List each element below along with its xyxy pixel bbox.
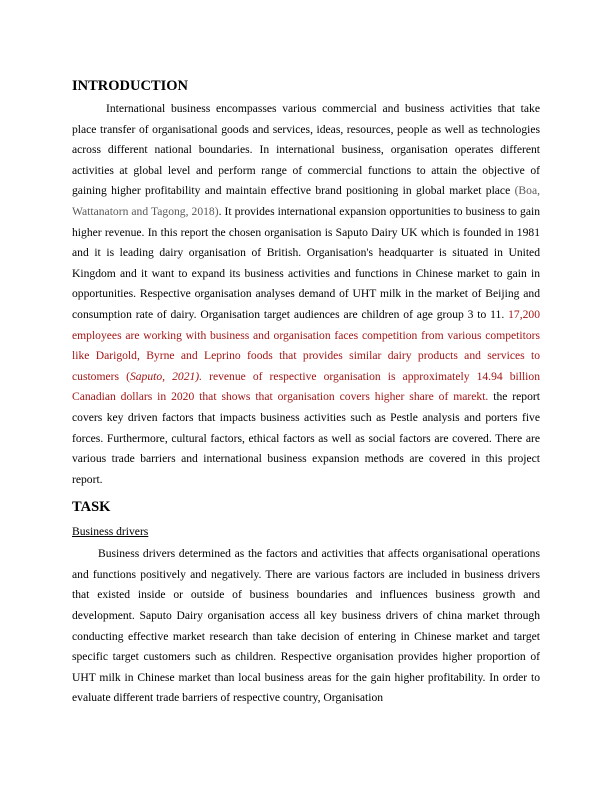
highlighted-text-revenue: revenue of respective organisation is approximately 14.94 billion Canadian dollars in 2020 that shows that organisation covers higher share of marekt.	[72, 369, 540, 404]
introduction-paragraph	[72, 99, 540, 490]
intro-text-part-2: . It provides international expansion opportunities to business to gain higher revenue. In this report the chosen organisation is Saputo Dairy UK which is founded in 1981 and it is leading dairy organisation of British. Organisation's headquarter is situated in United Kingdom and it want to expand its business activities and functions in Chinese market to gain in opportunities. Respective organisation analyses demand of UHT milk in the market of Beijing and consumption rate of dairy. Organisation target audiences are children of age group 3 to 11.	[72, 204, 540, 321]
business-drivers-subheading: Business drivers	[72, 525, 149, 539]
highlighted-text-part-1: 17,200 employees are working with business and organisation faces competition from various competitors like Darigold, Byrne and Leprino foods that provides similar dairy products and services to customers (	[72, 307, 540, 383]
page-content	[72, 77, 540, 709]
task-heading: TASK	[72, 499, 111, 516]
highlighted-text-competition	[72, 308, 540, 403]
intro-citation-boa: (Boa, Wattanatorn and Tagong, 2018)	[72, 184, 540, 218]
business-drivers-paragraph: Business drivers determined as the factors and activities that affects organisational operations and functions positively and negatively. There are various factors are included in business drivers that existed inside or outside of business boundaries and influences business growth and development. Saputo Dairy organisation access all key business drivers of china market through conducting effective market research than take decision of entering in Chinese market and target specific target customers such as children. Respective organisation provides higher proportion of UHT milk in Chinese market than local business areas for the gain higher profitability. In order to evaluate different trade barriers of respective country, Organisation	[72, 547, 540, 705]
intro-text-part-3: the report covers key driven factors that impacts business activities such as Pestle analysis and porters five forces. Furthermore, cultural factors, ethical factors as well as social factors are covered. There are various trade barriers and international business expansion methods are covered in this project report.	[72, 390, 540, 486]
intro-text-part-1: International business encompasses various commercial and business activities that take place transfer of organisational goods and services, ideas, resources, people as well as technologies across different national boundaries. In international business, organisation operates different activities at global level and perform range of commercial functions to attain the objective of gaining higher profitability and maintain effective brand positioning in global market place	[72, 102, 540, 198]
highlighted-citation-saputo: Saputo, 2021).	[129, 369, 203, 383]
introduction-heading: INTRODUCTION	[72, 78, 189, 94]
